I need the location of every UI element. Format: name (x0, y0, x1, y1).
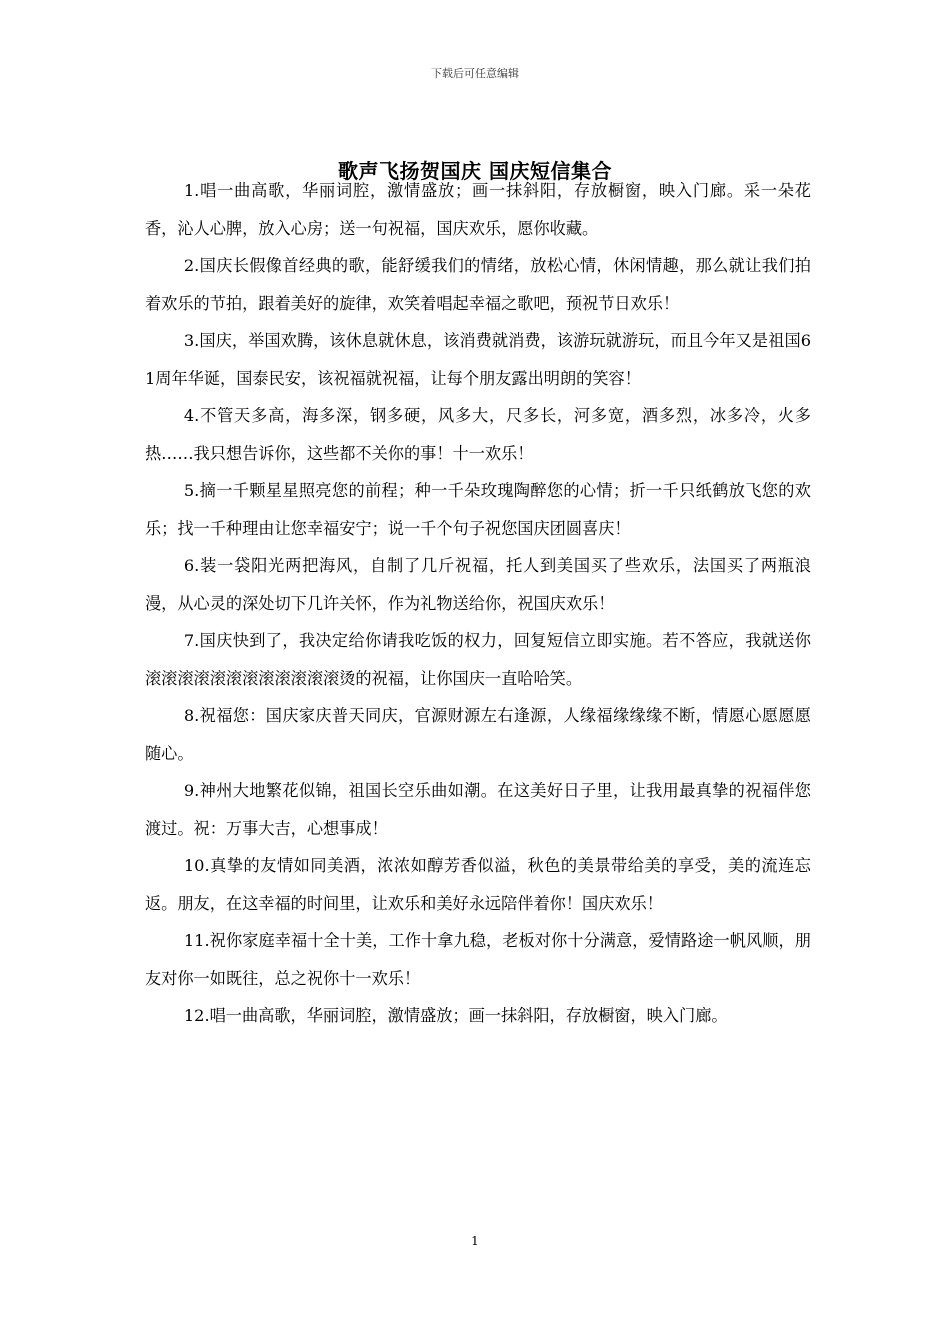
document-body (145, 172, 811, 1035)
paragraph-7: 7.国庆快到了，我决定给你请我吃饭的权力，回复短信立即实施。若不答应，我就送你滚滚滚滚滚滚滚滚滚滚滚滚烫的祝福，让你国庆一直哈哈笑。 (145, 631, 811, 688)
paragraph-5: 5.摘一千颗星星照亮您的前程；种一千朵玫瑰陶醉您的心情；折一千只纸鹤放飞您的欢乐；找一千种理由让您幸福安宁；说一千个句子祝您国庆团圆喜庆！ (145, 481, 811, 538)
paragraph-9: 9.神州大地繁花似锦，祖国长空乐曲如潮。在这美好日子里，让我用最真挚的祝福伴您渡过。祝：万事大吉，心想事成！ (145, 781, 811, 838)
paragraph-4: 4.不管天多高，海多深，钢多硬，风多大，尺多长，河多宽，酒多烈，冰多冷，火多热……我只想告诉你，这些都不关你的事！十一欢乐！ (145, 406, 811, 463)
paragraph-2: 2.国庆长假像首经典的歌，能舒缓我们的情绪，放松心情，休闲情趣，那么就让我们拍着欢乐的节拍，跟着美好的旋律，欢笑着唱起幸福之歌吧，预祝节日欢乐！ (145, 256, 811, 313)
document-title: 歌声飞扬贺国庆 国庆短信集合 (338, 159, 612, 183)
page-header-note: 下载后可任意编辑 (431, 67, 519, 80)
paragraph-1: 1.唱一曲高歌，华丽词腔，激情盛放；画一抹斜阳，存放橱窗，映入门廊。采一朵花香，沁人心脾，放入心房；送一句祝福，国庆欢乐，愿你收藏。 (145, 181, 811, 238)
page-number: 1 (471, 1234, 479, 1248)
paragraph-3: 3.国庆，举国欢腾，该休息就休息，该消费就消费，该游玩就游玩，而且今年又是祖国61周年华诞，国泰民安，该祝福就祝福，让每个朋友露出明朗的笑容！ (145, 331, 811, 388)
paragraph-8: 8.祝福您：国庆家庆普天同庆，官源财源左右逢源，人缘福缘缘缘不断，情愿心愿愿愿随心。 (145, 706, 811, 763)
paragraph-6: 6.装一袋阳光两把海风，自制了几斤祝福，托人到美国买了些欢乐，法国买了两瓶浪漫，从心灵的深处切下几许关怀，作为礼物送给你，祝国庆欢乐！ (145, 556, 811, 613)
paragraph-12: 12.唱一曲高歌，华丽词腔，激情盛放；画一抹斜阳，存放橱窗，映入门廊。 (183, 1006, 728, 1025)
paragraph-11: 11.祝你家庭幸福十全十美，工作十拿九稳，老板对你十分满意，爱情路途一帆风顺，朋友对你一如既往，总之祝你十一欢乐！ (145, 931, 811, 988)
paragraph-10: 10.真挚的友情如同美酒，浓浓如醇芳香似溢，秋色的美景带给美的享受，美的流连忘返。朋友，在这幸福的时间里，让欢乐和美好永远陪伴着你！国庆欢乐！ (145, 856, 811, 913)
